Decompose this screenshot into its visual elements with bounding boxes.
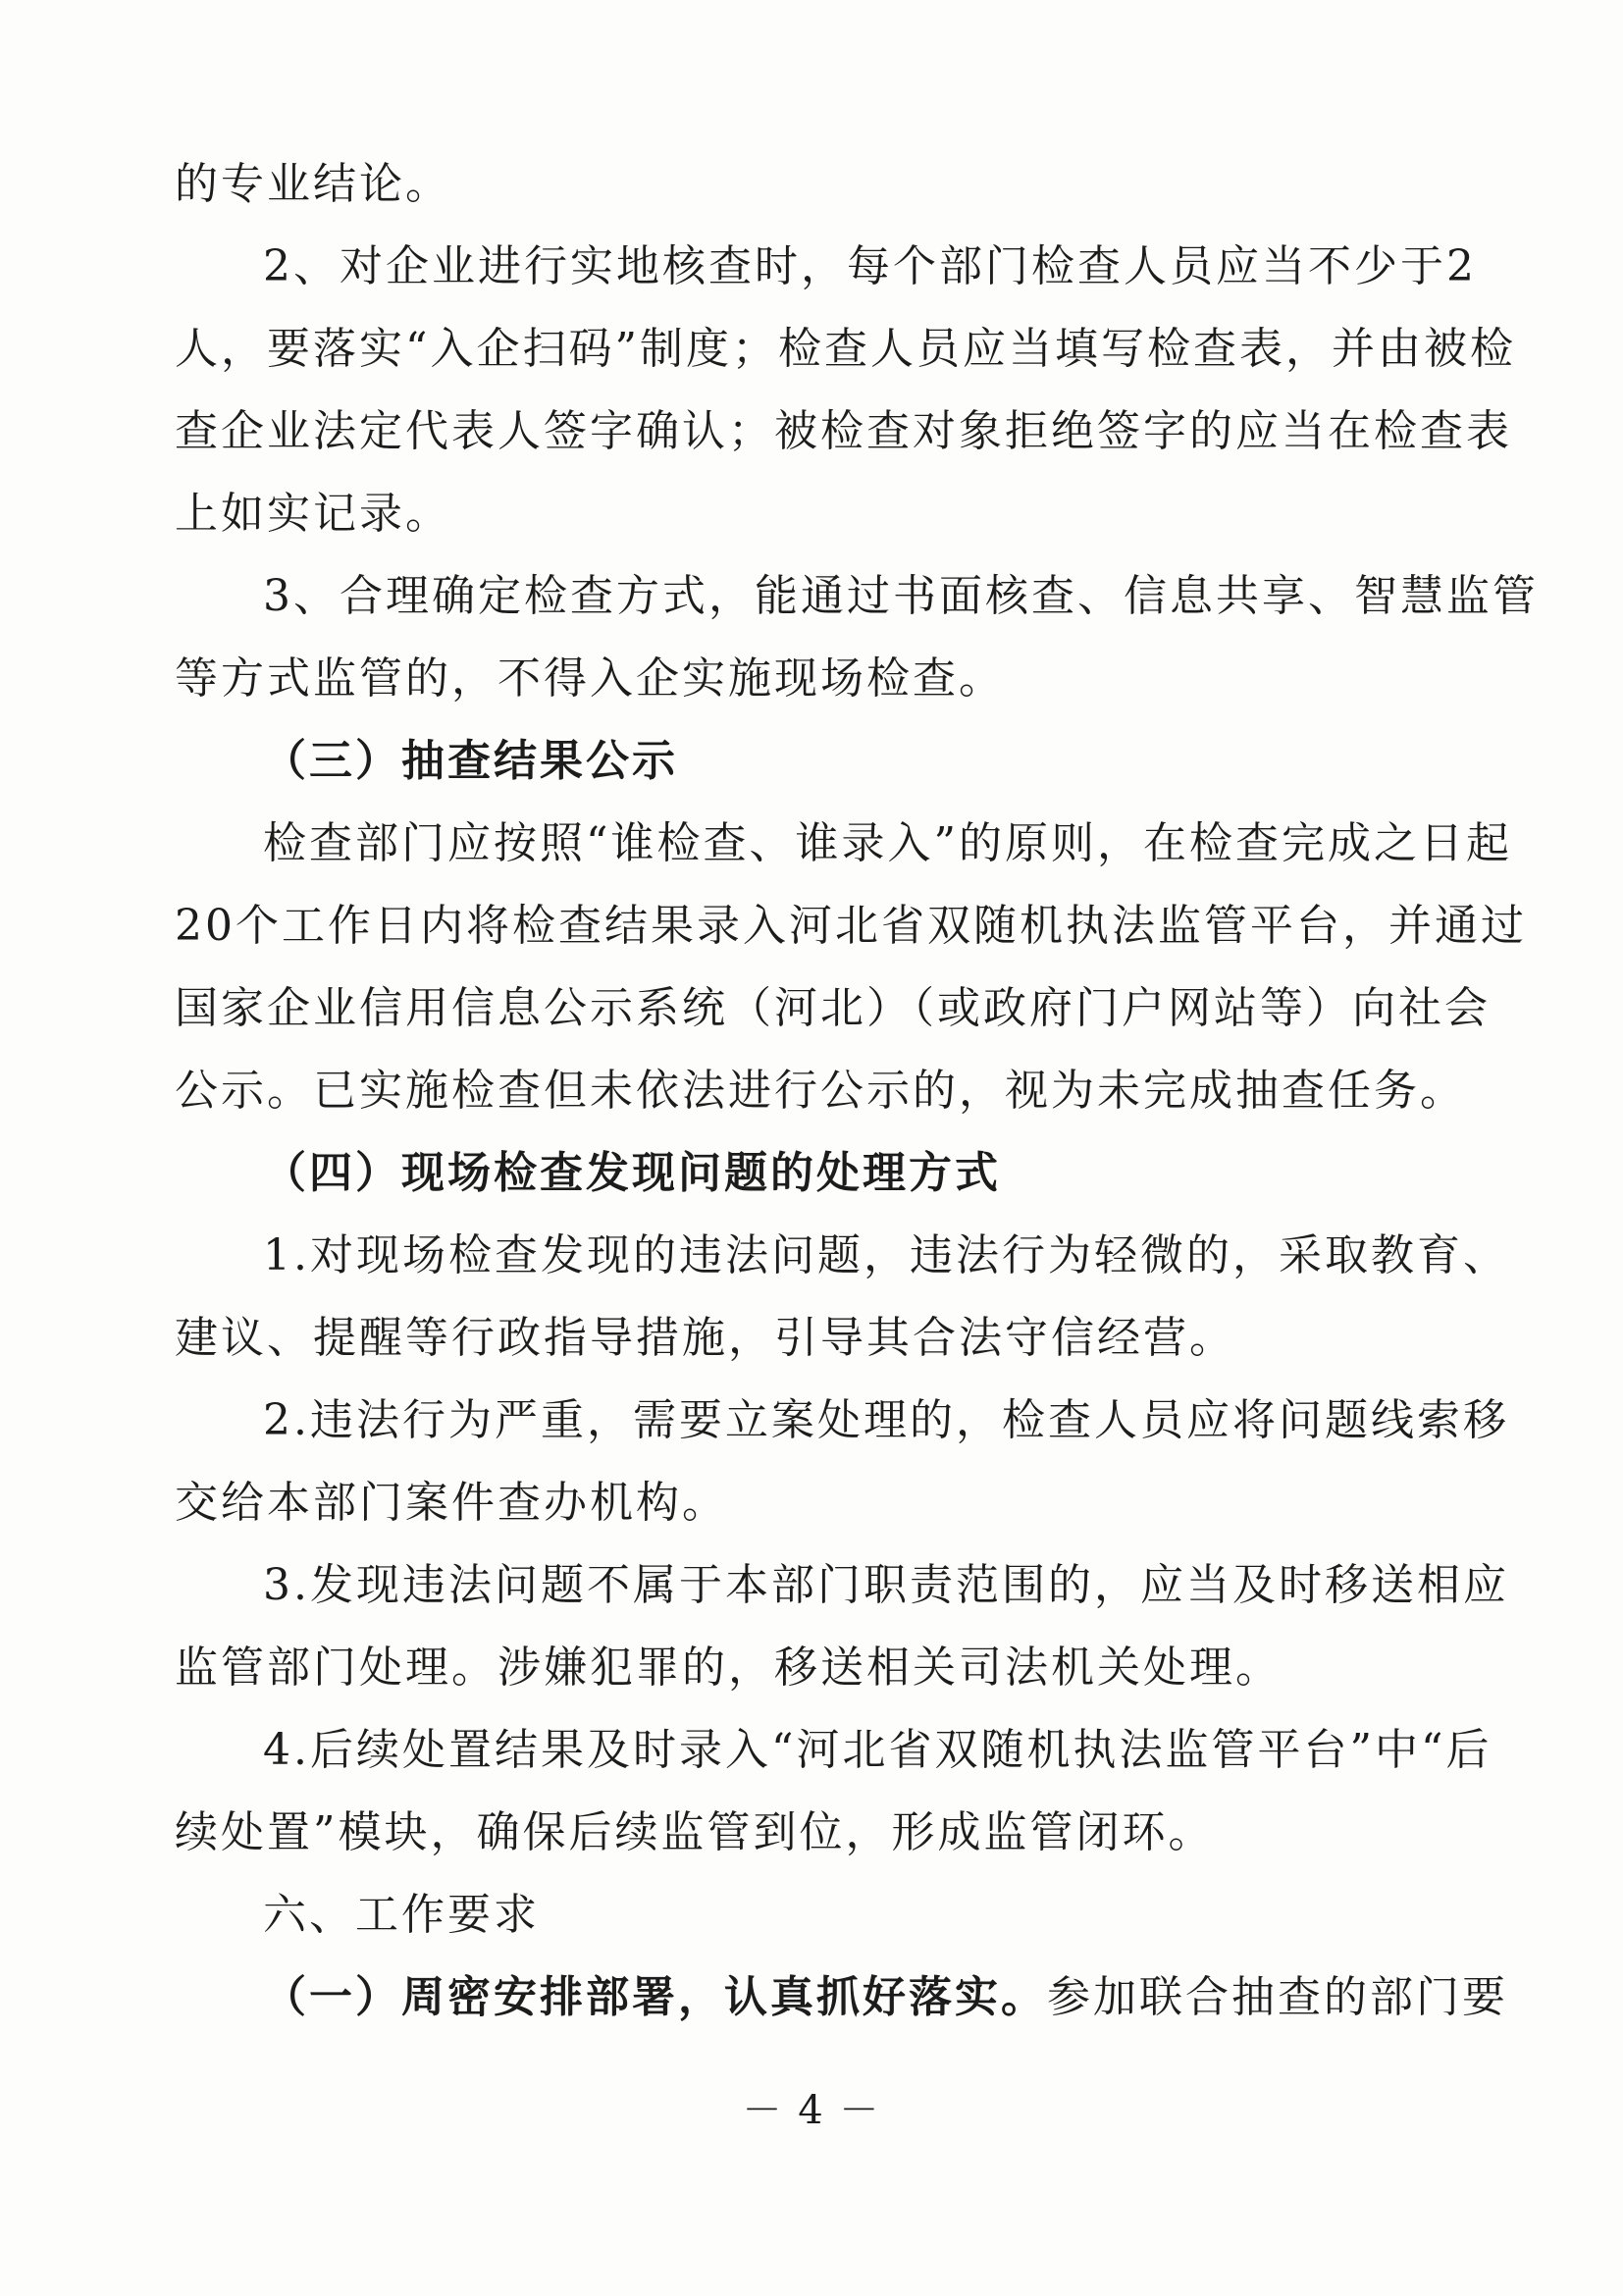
paragraph-text: 20个工作日内将检查结果录入河北省双随机执法监管平台，并通过 [175,901,1527,951]
text-line [0,402,1623,461]
text-line [0,1474,1623,1533]
paragraph-text [263,1968,1508,2027]
text-line [0,897,1623,956]
paragraph-text: 的专业结论。 [175,159,451,209]
paragraph-text: 等方式监管的，不得入企实施现场检查。 [175,653,1005,704]
paragraph-text: 公示。已实施检查但未依法进行公示的，视为未完成抽查任务。 [175,1066,1466,1116]
paragraph-text: 监管部门处理。涉嫌犯罪的，移送相关司法机关处理。 [175,1643,1282,1693]
paragraph-text: 建议、提醒等行政指导措施，引导其合法守信经营。 [175,1313,1235,1363]
text-line [0,155,1623,214]
text-line [0,320,1623,379]
paragraph-text: 2.违法行为严重，需要立案处理的，检查人员应将问题线索移 [263,1395,1509,1445]
text-line [0,237,1623,296]
paragraph-text: 上如实记录。 [175,489,451,539]
section-heading: 六、工作要求 [263,1890,540,1940]
text-line [0,1062,1623,1121]
paragraph-text: 人，要落实“入企扫码”制度；检查人员应当填写检查表，并由被检 [175,324,1516,374]
text-line [0,650,1623,708]
text-line [0,1639,1623,1697]
paragraph-text: 检查部门应按照“谁检查、谁录入”的原则，在检查完成之日起 [263,818,1512,868]
text-line [0,1226,1623,1285]
text-line [0,732,1623,791]
paragraph-text: 国家企业信用信息公示系统（河北）（或政府门户网站等）向社会 [175,983,1491,1033]
text-line [0,814,1623,873]
page-number: － 4 － [742,2088,881,2133]
bold-lead-text: （一）周密安排部署，认真抓好落实。 [263,1972,1047,2022]
paragraph-text: 3.发现违法问题不属于本部门职责范围的，应当及时移送相应 [263,1560,1509,1610]
text-line [0,979,1623,1038]
paragraph-text: 1.对现场检查发现的违法问题，违法行为轻微的，采取教育、 [263,1230,1509,1280]
text-line [0,567,1623,626]
text-line [0,1309,1623,1368]
section-heading: （三）抽查结果公示 [263,736,678,786]
paragraph-text: 4.后续处置结果及时录入“河北省双随机执法监管平台”中“后 [263,1725,1492,1775]
paragraph-text-rest: 参加联合抽查的部门要 [1047,1972,1508,2022]
text-line [0,1803,1623,1862]
text-line [0,1144,1623,1203]
text-line [0,1886,1623,1945]
text-line [0,1721,1623,1780]
section-heading: （四）现场检查发现问题的处理方式 [263,1148,1001,1198]
text-line [0,1556,1623,1615]
paragraph-text: 查企业法定代表人签字确认；被检查对象拒绝签字的应当在检查表 [175,406,1512,456]
text-line [0,485,1623,544]
text-line [0,1391,1623,1450]
text-line [0,1968,1623,2027]
paragraph-text: 3、合理确定检查方式，能通过书面核查、信息共享、智慧监管 [263,571,1539,621]
paragraph-text: 交给本部门案件查办机构。 [175,1478,728,1528]
paragraph-text: 续处置”模块，确保后续监管到位，形成监管闭环。 [175,1807,1215,1857]
paragraph-text: 2、对企业进行实地核查时，每个部门检查人员应当不少于2 [263,241,1477,291]
